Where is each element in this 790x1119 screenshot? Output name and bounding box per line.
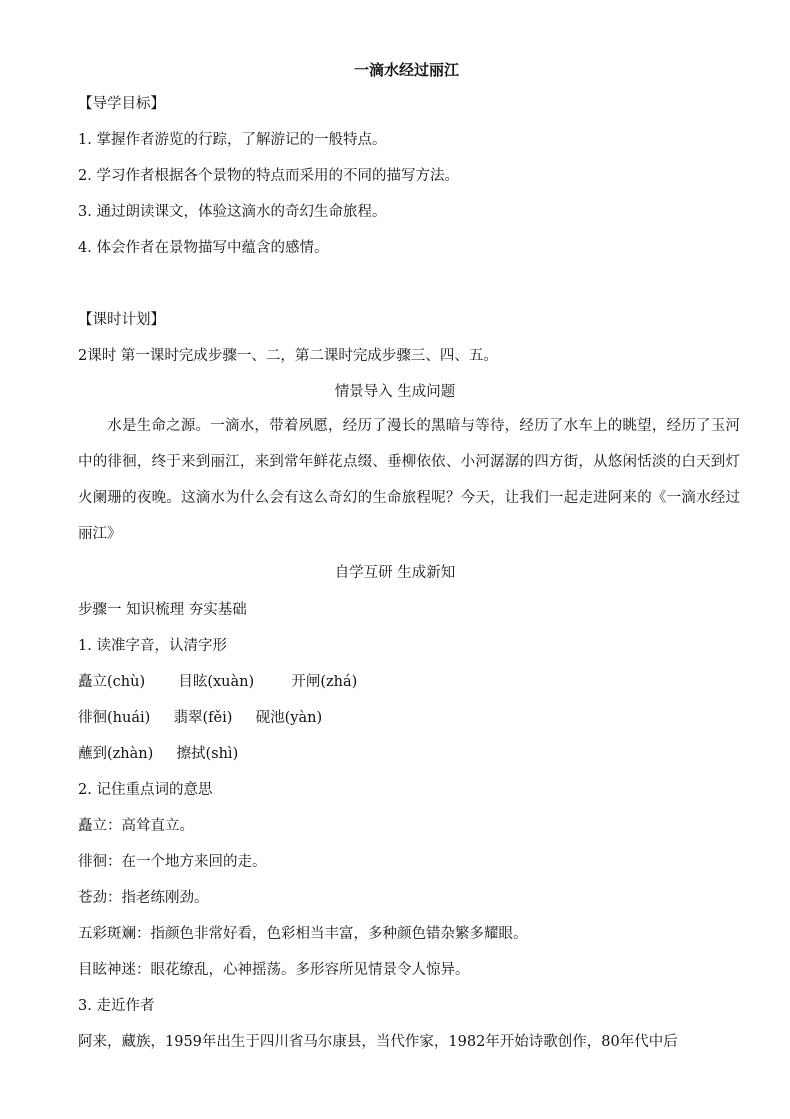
pinyin-row bbox=[78, 744, 238, 764]
study-heading: 自学互研 生成新知 bbox=[334, 565, 456, 581]
guide-item: 1. 掌握作者游览的行踪，了解游记的一般特点。 bbox=[78, 132, 387, 148]
pinyin-row bbox=[78, 708, 322, 728]
pinyin-entry: 擦拭(shì) bbox=[176, 746, 239, 762]
author-text: 阿来，藏族，1959年出生于四川省马尔康县，当代作家，1982年开始诗歌创作，80年代中后 bbox=[78, 1034, 678, 1050]
step-heading: 步骤一 知识梳理 夯实基础 bbox=[78, 602, 247, 618]
definition-item: 五彩斑斓：指颜色非常好看，色彩相当丰富，多种颜色错杂繁多耀眼。 bbox=[78, 926, 528, 942]
pinyin-entry: 目眩(xuàn) bbox=[178, 674, 255, 690]
pinyin-entry: 徘徊(huái) bbox=[78, 710, 151, 726]
pinyin-entry: 翡翠(fěi) bbox=[173, 710, 233, 726]
intro-heading: 情景导入 生成问题 bbox=[334, 384, 456, 400]
guide-item: 2. 学习作者根据各个景物的特点而采用的不同的描写方法。 bbox=[78, 168, 459, 184]
definition-item: 徘徊：在一个地方来回的走。 bbox=[78, 854, 267, 870]
pinyin-entry: 开闸(zhá) bbox=[291, 674, 358, 690]
pinyin-entry: 蘸到(zhàn) bbox=[78, 746, 154, 762]
subsection-heading: 2. 记住重点词的意思 bbox=[78, 782, 213, 798]
plan-text: 2课时 第一课时完成步骤一、二，第二课时完成步骤三、四、五。 bbox=[78, 348, 498, 364]
subsection-heading: 3. 走近作者 bbox=[78, 998, 155, 1014]
pinyin-row bbox=[78, 672, 357, 692]
subsection-heading: 1. 读准字音，认清字形 bbox=[78, 638, 227, 654]
plan-heading: 【课时计划】 bbox=[78, 312, 165, 328]
pinyin-entry: 矗立(chù) bbox=[78, 674, 146, 690]
intro-paragraph: 水是生命之源。一滴水，带着夙愿，经历了漫长的黑暗与等待，经历了水车上的眺望，经历了玉河中的徘徊，终于来到丽江，来到常年鲜花点缀、垂柳依依、小河潺潺的四方街，从悠闲恬淡的白天到灯火阑珊的夜晚。这滴水为什么会有这么奇幻的生命旅程呢？今天，让我们一起走进阿来的《一滴水经过丽江》 bbox=[78, 418, 740, 542]
guide-item: 3. 通过朗读课文，体验这滴水的奇幻生命旅程。 bbox=[78, 204, 387, 220]
definition-item: 苍劲：指老练刚劲。 bbox=[78, 890, 209, 906]
guide-item: 4. 体会作者在景物描写中蕴含的感情。 bbox=[78, 240, 329, 256]
definition-item: 目眩神迷：眼花缭乱，心神摇荡。多形容所见情景令人惊异。 bbox=[78, 962, 470, 978]
document-title: 一滴水经过丽江 bbox=[354, 61, 460, 79]
pinyin-entry: 砚池(yàn) bbox=[255, 710, 323, 726]
definition-item: 矗立：高耸直立。 bbox=[78, 818, 194, 834]
guide-heading: 【导学目标】 bbox=[78, 96, 165, 112]
